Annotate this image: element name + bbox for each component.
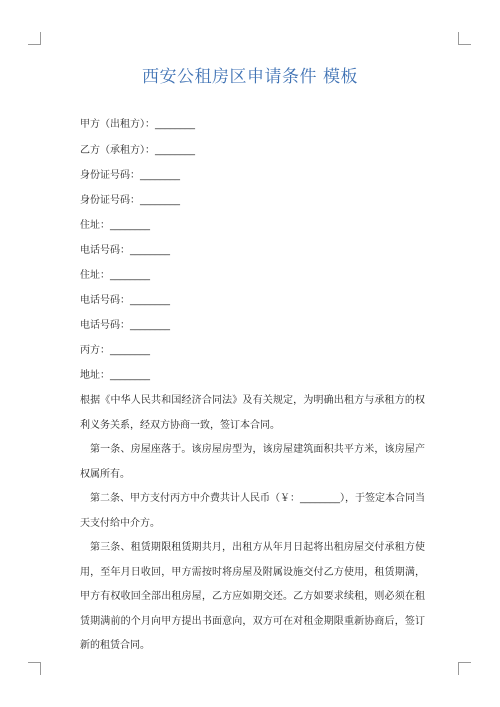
field-label: 乙方（承租方）： bbox=[80, 145, 155, 156]
phone-field bbox=[80, 244, 170, 258]
document-title: 西安公租房区申请条件 模板 bbox=[142, 67, 358, 87]
party-a-field bbox=[80, 118, 195, 132]
intro-paragraph: 根据《中华人民共和国经济合同法》及有关规定，为明确出租方与承租方的权利义务关系，经双方协商一致，签订本合同。 bbox=[80, 395, 425, 431]
crop-mark-bottom-left bbox=[28, 662, 41, 675]
clause-3-paragraph: 第三条、租赁期限租赁期共月，出租方从年月日起将出租房屋交付承租方使用，至年月日收回，甲方需按时将房屋及附属设施交付乙方使用，租赁期满，甲方有权收回全部出租房屋，乙方应如期交还。乙方如要求续租，则必须在租赁期满前的个月向甲方提出书面意向，双方可在对租金期限重新协商后，签订新的租赁合同。 bbox=[80, 542, 425, 651]
address-field bbox=[80, 269, 150, 283]
field-label: 身份证号码： bbox=[80, 195, 140, 206]
field-label: 地址： bbox=[80, 370, 110, 381]
field-blank: ________ bbox=[130, 245, 170, 256]
field-blank: ________ bbox=[110, 270, 150, 281]
party-c-field bbox=[80, 344, 150, 358]
crop-mark-top-left bbox=[28, 32, 41, 45]
crop-mark-top-right bbox=[458, 32, 471, 45]
field-blank: ________ bbox=[155, 119, 195, 130]
field-blank: ________ bbox=[155, 145, 195, 156]
field-label: 丙方： bbox=[80, 345, 110, 356]
field-label: 电话号码： bbox=[80, 245, 130, 256]
field-label: 住址： bbox=[80, 270, 110, 281]
address-field bbox=[80, 369, 150, 383]
field-blank: ________ bbox=[110, 345, 150, 356]
field-label: 电话号码： bbox=[80, 295, 130, 306]
field-label: 身份证号码： bbox=[80, 170, 140, 181]
address-field bbox=[80, 219, 150, 233]
clause-2-text: 第二条、甲方支付丙方中介费共计人民币（￥： bbox=[90, 493, 300, 504]
field-blank: ________ bbox=[130, 320, 170, 331]
clause-2-text: ），于签定本合同当天支付给中介方。 bbox=[80, 493, 425, 529]
party-b-field bbox=[80, 144, 195, 158]
fee-blank: ________ bbox=[300, 493, 340, 504]
crop-mark-bottom-right bbox=[458, 662, 471, 675]
phone-field bbox=[80, 319, 170, 333]
clause-1-paragraph: 第一条、房屋座落于。该房屋房型为，该房屋建筑面积共平方米，该房屋产权属所有。 bbox=[80, 444, 425, 480]
field-blank: ________ bbox=[110, 220, 150, 231]
field-label: 住址： bbox=[80, 220, 110, 231]
field-label: 甲方（出租方）： bbox=[80, 119, 155, 130]
phone-field bbox=[80, 294, 170, 308]
id-number-field bbox=[80, 169, 180, 183]
clause-2-paragraph bbox=[80, 487, 425, 536]
field-label: 电话号码： bbox=[80, 320, 130, 331]
field-blank: ________ bbox=[110, 370, 150, 381]
field-blank: ________ bbox=[140, 170, 180, 181]
field-blank: ________ bbox=[140, 195, 180, 206]
field-blank: ________ bbox=[130, 295, 170, 306]
id-number-field bbox=[80, 194, 180, 208]
